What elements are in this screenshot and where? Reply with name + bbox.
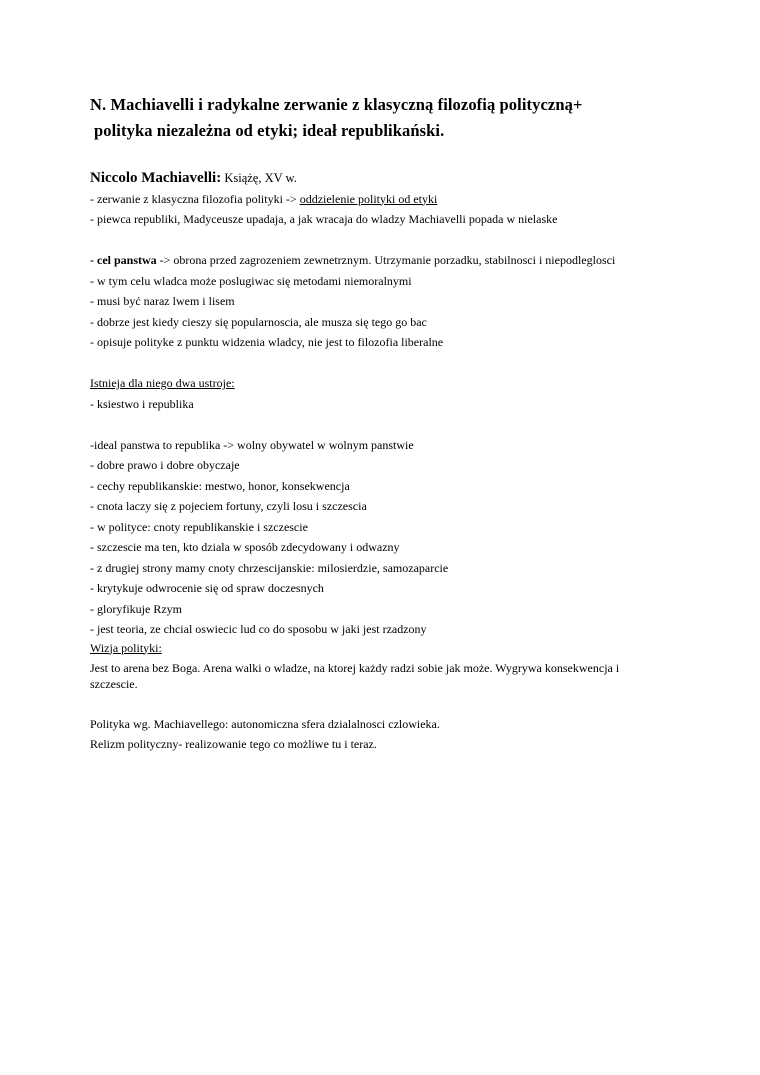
list-item: - opisuje polityke z punktu widzenia wladcy, nie jest to filozofia liberalne (90, 335, 444, 349)
title-line-1: N. Machiavelli i radykalne zerwanie z klasyczną filozofią polityczną+ (90, 95, 583, 114)
section2-line-1-rest: -> obrona przed zagrozeniem zewnetrznym. Utrzymanie porzadku, stabilnosci i niepodleglosci (156, 253, 616, 267)
document-page (90, 92, 670, 755)
intro-line (90, 168, 670, 189)
list-item: - musi być naraz lwem i lisem (90, 294, 235, 308)
list-item: - w tym celu wladca może poslugiwac się metodami niemoralnymi (90, 273, 412, 288)
section5-heading: Wizja polityki: (90, 640, 162, 655)
work-title: Książę, XV w. (221, 171, 297, 185)
list-item: - gloryfikuje Rzym (90, 601, 182, 616)
list-item: - ksiestwo i republika (90, 396, 194, 411)
section1-line-2: - piewca republiki, Madyceusze upadaja, a jak wracaja do wladzy Machiavelli popada w nielaske (90, 212, 558, 226)
section1-line-1 (90, 189, 670, 210)
section3-heading: Istnieja dla niego dwa ustroje: (90, 376, 235, 390)
section5-paragraph: Jest to arena bez Boga. Arena walki o wladze, na ktorej każdy radzi sobie jak może. Wygrywa konsekwencja i szczescie. (90, 660, 620, 691)
closing-line-1: Polityka wg. Machiavellego: autonomiczna sfera dzialalnosci czlowieka. (90, 716, 440, 731)
title-line-2: polityka niezależna od etyki; ideał republikański. (94, 121, 445, 140)
section2-bold-term: - cel panstwa (90, 253, 157, 267)
spacer (90, 414, 670, 435)
list-item: - jest teoria, ze chcial oswiecic lud co do sposobu w jaki jest rzadzony (90, 622, 427, 636)
closing-line-2: Relizm polityczny- realizowanie tego co możliwe tu i teraz. (90, 737, 377, 751)
list-item: - w polityce: cnoty republikanskie i szczescie (90, 519, 308, 534)
list-item: - krytykuje odwrocenie się od spraw doczesnych (90, 581, 324, 595)
section1-line-1-underlined: oddzielenie polityki od etyki (299, 191, 438, 206)
list-item: - szczescie ma ten, kto dziala w sposób zdecydowany i odwazny (90, 540, 400, 554)
list-item: - dobrze jest kiedy cieszy się popularnoscia, ale musza się tego go bac (90, 314, 427, 329)
author-name: Niccolo Machiavelli: (90, 170, 222, 186)
document-title (90, 92, 670, 144)
list-item: - cnota laczy się z pojeciem fortuny, czyli losu i szczescia (90, 499, 367, 513)
section1-line-1-prefix: - zerwanie z klasyczna filozofia polityki -> (90, 191, 300, 206)
list-item: - cechy republikanskie: mestwo, honor, konsekwencja (90, 478, 350, 493)
list-item: - z drugiej strony mamy cnoty chrzescijanskie: milosierdzie, samozaparcie (90, 560, 449, 575)
list-item: -ideal panstwa to republika -> wolny obywatel w wolnym panstwie (90, 437, 414, 452)
closing-block (90, 714, 670, 755)
spacer (90, 230, 670, 251)
section2-line-1 (90, 250, 670, 271)
spacer (90, 353, 670, 374)
list-item: - dobre prawo i dobre obyczaje (90, 458, 240, 472)
